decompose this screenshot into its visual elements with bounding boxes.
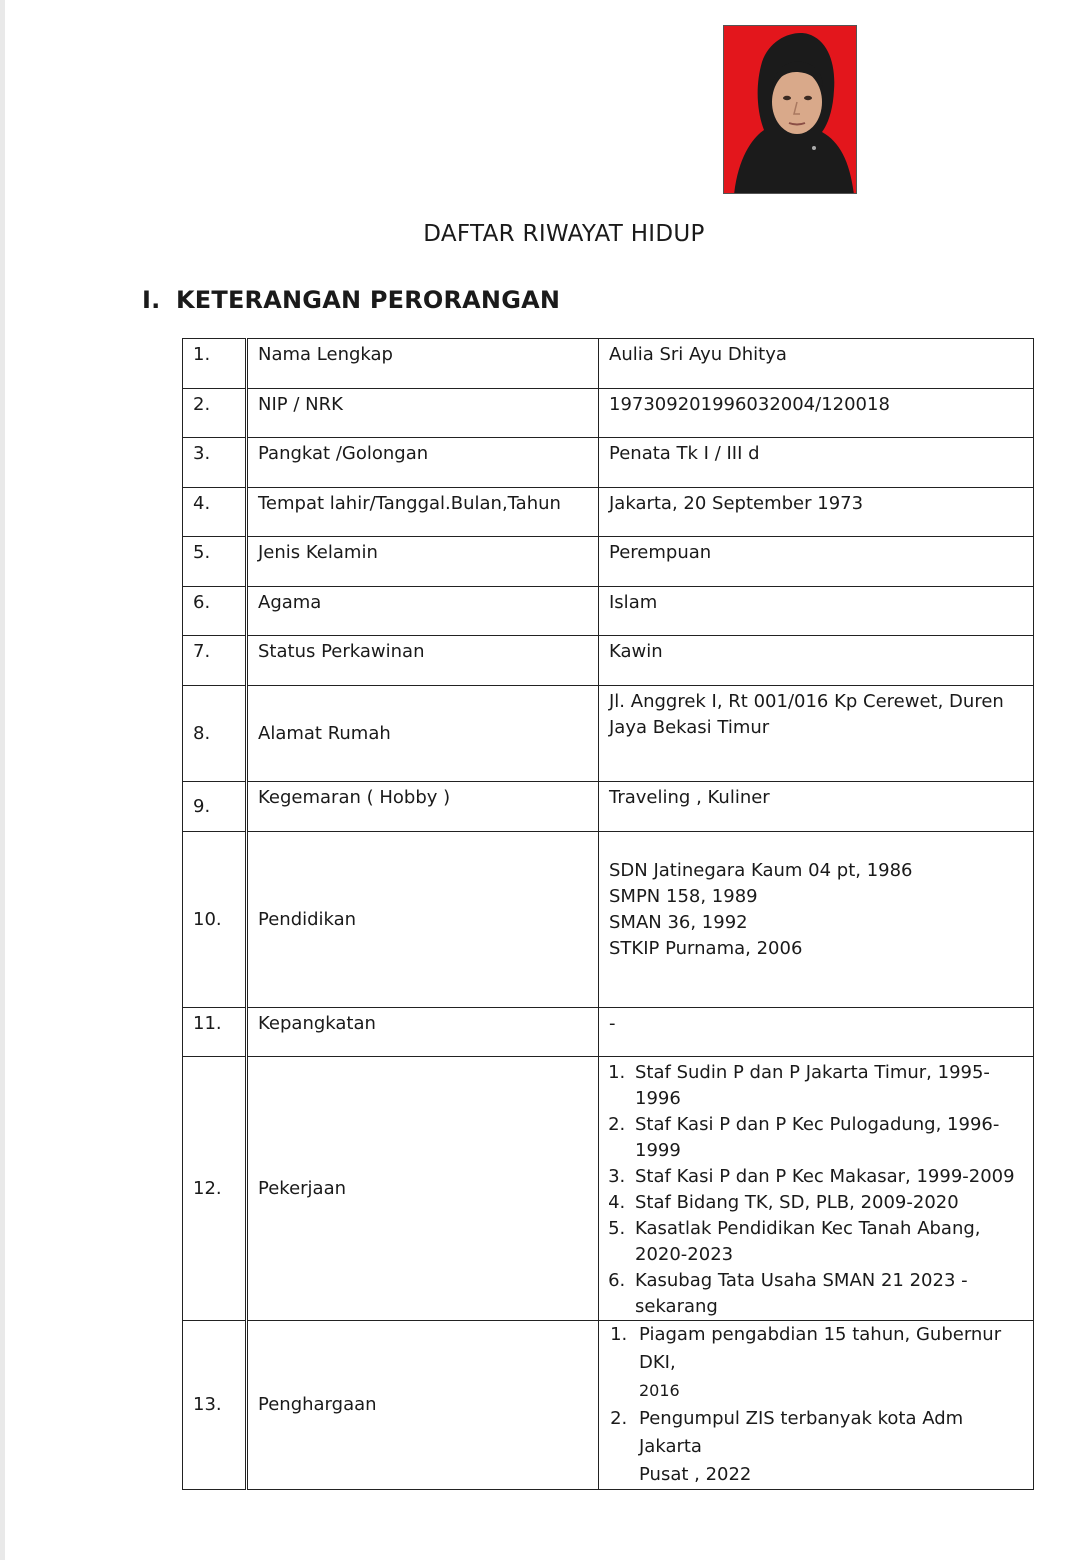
job-item: 2. Staf Kasi P dan P Kec Pulogadung, 1996-1999 — [631, 1112, 1029, 1164]
row-label: Agama — [247, 587, 599, 636]
row-number: 10. — [183, 832, 247, 1008]
portrait-photo — [723, 25, 857, 194]
award-list — [599, 1321, 1034, 1490]
row-value: Islam — [599, 587, 1034, 636]
table-row — [183, 1321, 1034, 1490]
row-label: Pangkat /Golongan — [247, 438, 599, 488]
row-label: Kepangkatan — [247, 1008, 599, 1057]
job-ordered-list — [603, 1060, 1029, 1320]
row-value: Penata Tk I / III d — [599, 438, 1034, 488]
row-value: - — [599, 1008, 1034, 1057]
row-value: Traveling , Kuliner — [599, 782, 1034, 832]
education-item: SMPN 158, 1989 — [609, 885, 758, 907]
row-label: Status Perkawinan — [247, 636, 599, 686]
row-number: 9. — [183, 782, 247, 832]
job-item: 1. Staf Sudin P dan P Jakarta Timur, 1995-1996 — [631, 1060, 1029, 1112]
job-item: 4. Staf Bidang TK, SD, PLB, 2009-2020 — [631, 1190, 1029, 1216]
table-row — [183, 832, 1034, 1008]
table-row — [183, 339, 1034, 389]
row-value: Perempuan — [599, 537, 1034, 587]
row-value: Kawin — [599, 636, 1034, 686]
row-number: 8. — [183, 686, 247, 782]
row-label: Pekerjaan — [247, 1057, 599, 1321]
job-item: 6. Kasubag Tata Usaha SMAN 21 2023 - sekarang — [631, 1268, 1029, 1320]
portrait-icon — [724, 26, 857, 194]
section-title: KETERANGAN PERORANGAN — [176, 286, 561, 314]
row-number: 4. — [183, 488, 247, 537]
education-item: SDN Jatinegara Kaum 04 pt, 1986 — [609, 859, 913, 881]
award-year: Pusat , 2022 — [639, 1464, 752, 1485]
table-row — [183, 488, 1034, 537]
row-number: 6. — [183, 587, 247, 636]
award-text: Pengumpul ZIS terbanyak kota Adm Jakarta — [639, 1408, 964, 1457]
row-number: 2. — [183, 389, 247, 438]
education-item: STKIP Purnama, 2006 — [609, 937, 803, 959]
row-number: 13. — [183, 1321, 247, 1490]
row-value: Jakarta, 20 September 1973 — [599, 488, 1034, 537]
row-label: Tempat lahir/Tanggal.Bulan,Tahun — [247, 488, 599, 537]
education-list — [599, 832, 1034, 1008]
row-number: 3. — [183, 438, 247, 488]
row-label: Penghargaan — [247, 1321, 599, 1490]
personal-info-table — [182, 338, 1034, 1490]
table-row — [183, 782, 1034, 832]
row-value: Jl. Anggrek I, Rt 001/016 Kp Cerewet, Duren Jaya Bekasi Timur — [599, 686, 1034, 782]
row-label: Alamat Rumah — [247, 686, 599, 782]
job-item: 5. Kasatlak Pendidikan Kec Tanah Abang, 2020-2023 — [631, 1216, 1029, 1268]
table-row — [183, 389, 1034, 438]
row-number: 11. — [183, 1008, 247, 1057]
table-row — [183, 1057, 1034, 1321]
education-item: SMAN 36, 1992 — [609, 911, 748, 933]
award-ordered-list — [603, 1321, 1023, 1489]
table-row — [183, 587, 1034, 636]
table-row — [183, 537, 1034, 587]
award-item — [633, 1321, 1023, 1405]
award-item — [633, 1405, 1023, 1489]
row-number: 1. — [183, 339, 247, 389]
row-label: Jenis Kelamin — [247, 537, 599, 587]
job-item: 3. Staf Kasi P dan P Kec Makasar, 1999-2009 — [631, 1164, 1029, 1190]
row-number: 5. — [183, 537, 247, 587]
row-number: 7. — [183, 636, 247, 686]
row-label: Pendidikan — [247, 832, 599, 1008]
row-label: NIP / NRK — [247, 389, 599, 438]
section-number: I. — [142, 286, 161, 314]
row-label: Kegemaran ( Hobby ) — [247, 782, 599, 832]
table-row — [183, 686, 1034, 782]
section-heading — [142, 286, 560, 314]
award-text: Piagam pengabdian 15 tahun, Gubernur DKI, — [639, 1324, 1002, 1373]
award-year: 2016 — [639, 1381, 680, 1400]
row-value: 197309201996032004/120018 — [599, 389, 1034, 438]
document-title: DAFTAR RIWAYAT HIDUP — [423, 221, 705, 247]
job-list — [599, 1057, 1034, 1321]
table-row — [183, 1008, 1034, 1057]
table-row — [183, 438, 1034, 488]
row-number: 12. — [183, 1057, 247, 1321]
row-label: Nama Lengkap — [247, 339, 599, 389]
table-row — [183, 636, 1034, 686]
row-value: Aulia Sri Ayu Dhitya — [599, 339, 1034, 389]
